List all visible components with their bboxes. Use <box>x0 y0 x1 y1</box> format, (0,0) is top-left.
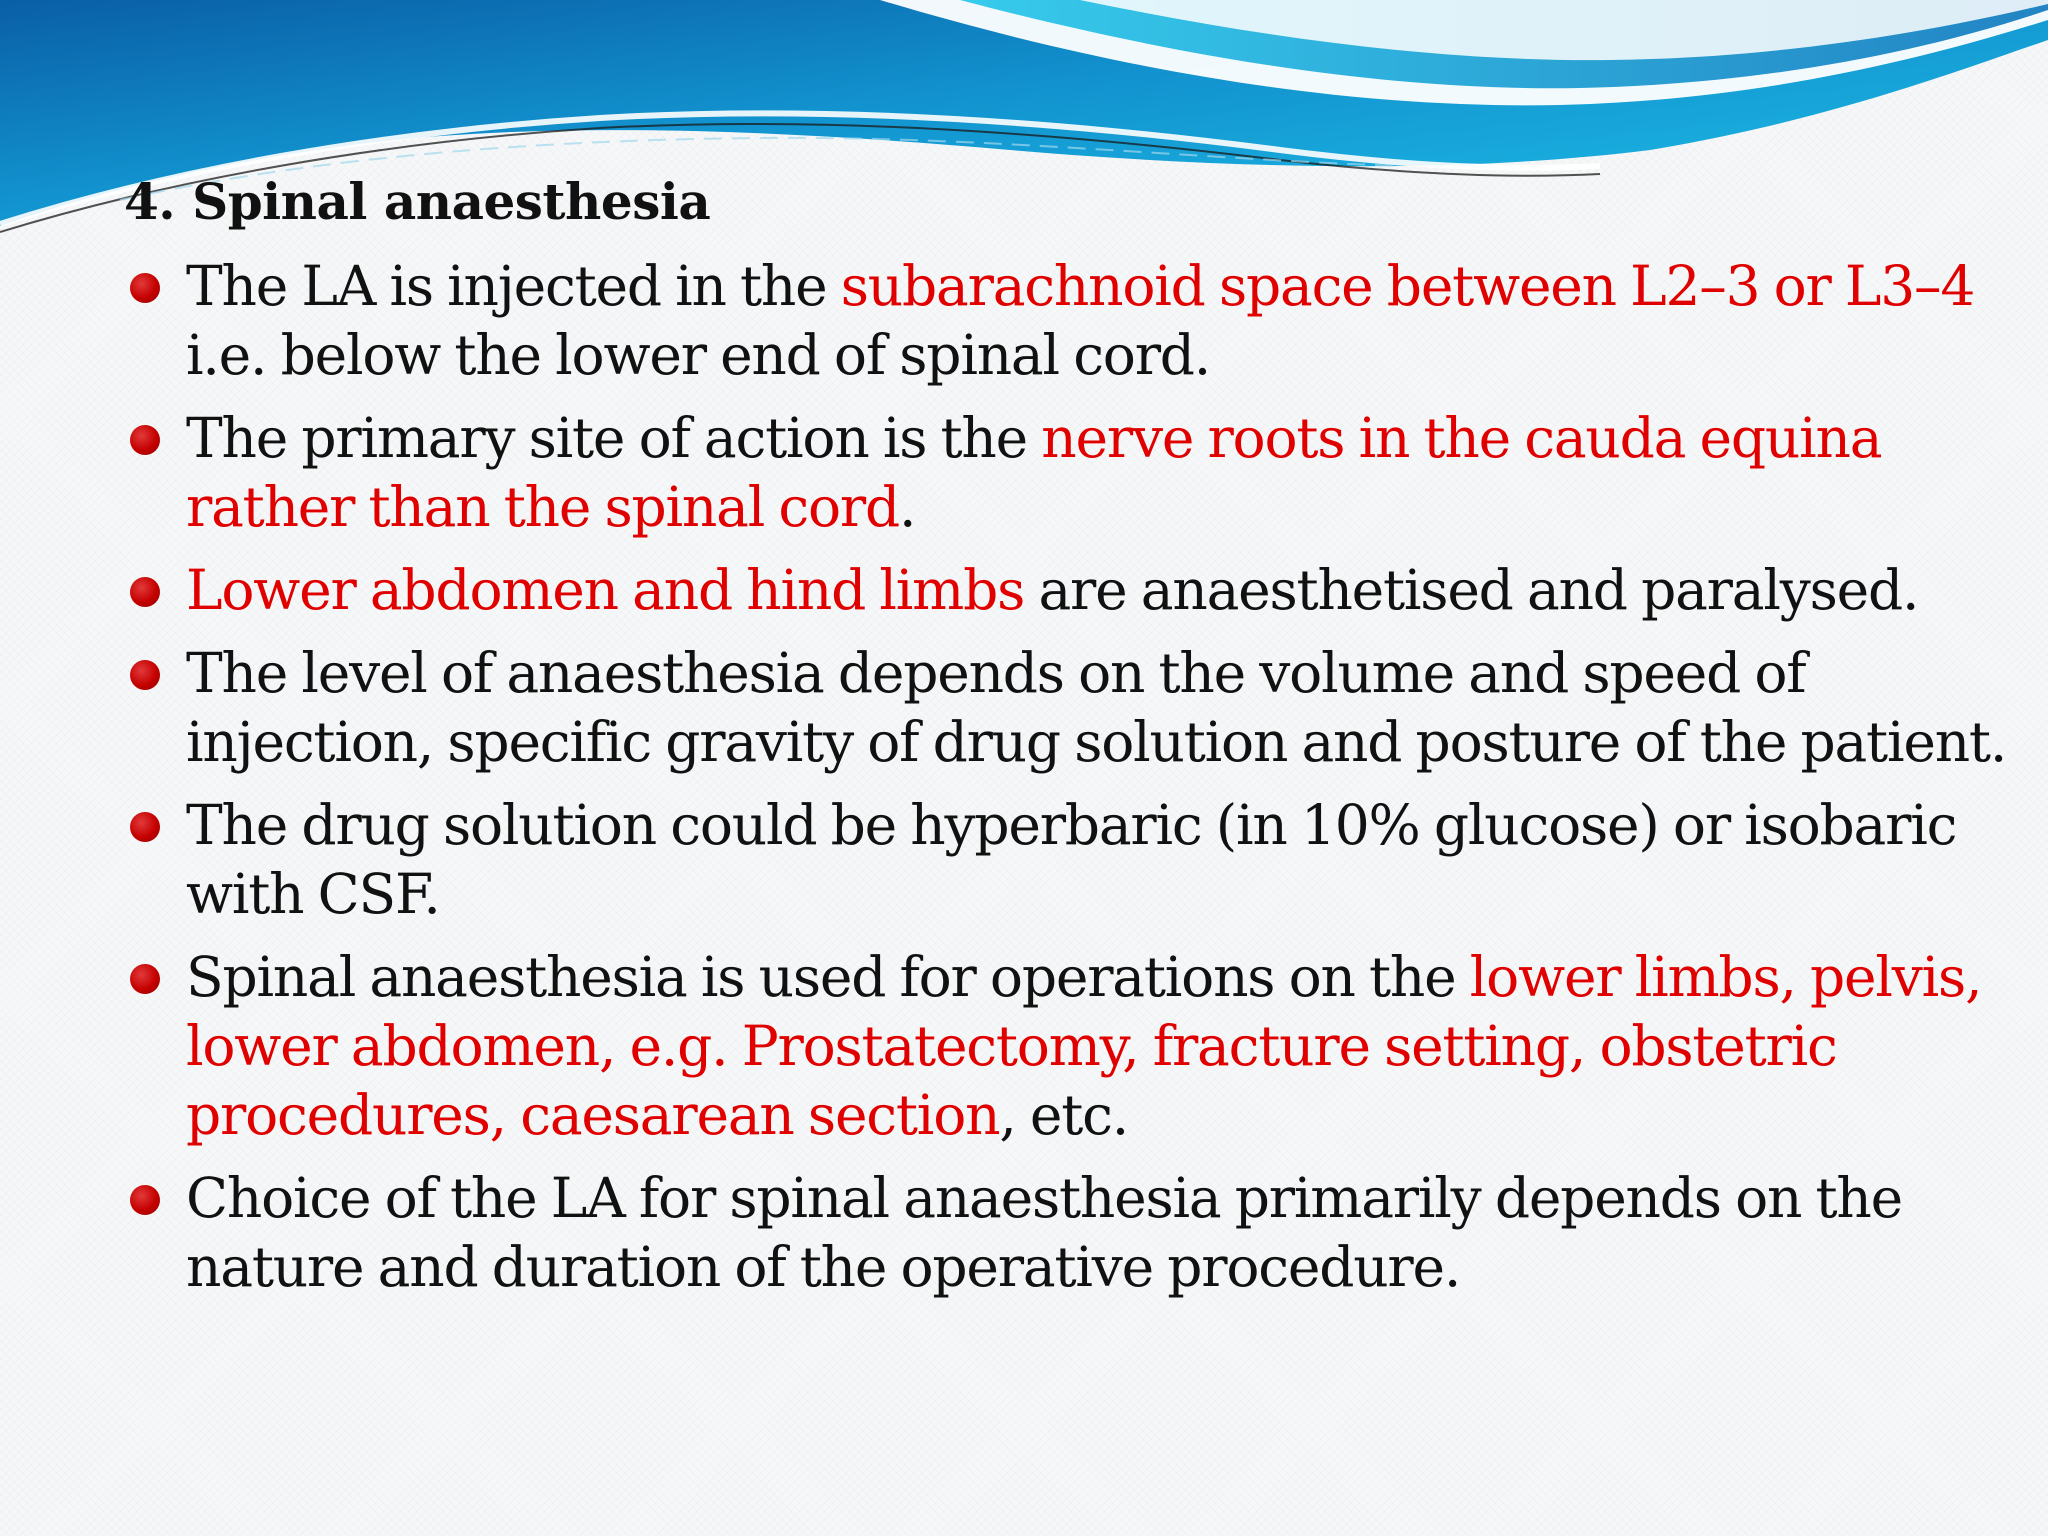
bullet-item <box>124 252 2024 390</box>
bullet-dot-icon <box>130 1185 160 1215</box>
bullet-dot-icon <box>130 660 160 690</box>
bullet-text: are anaesthetised and paralysed. <box>1024 558 1919 622</box>
bullet-text: Choice of the LA for spinal anaesthesia primarily depends on the nature and duration of the operative procedure. <box>186 1166 1902 1299</box>
bullet-item <box>124 1164 2024 1302</box>
highlighted-text: nerve roots in the cauda equina rather than the spinal cord <box>186 406 1882 539</box>
bullet-text: i.e. below the lower end of spinal cord. <box>186 323 1211 387</box>
bullet-item <box>124 943 2024 1150</box>
bullet-dot-icon <box>130 273 160 303</box>
bullet-text: . <box>899 475 916 539</box>
highlighted-text: lower limbs, pelvis, lower abdomen, e.g. Prostatectomy, fracture setting, obstetric procedures, caesarean section <box>186 945 1982 1147</box>
bullet-dot-icon <box>130 812 160 842</box>
bullet-item <box>124 639 2024 777</box>
bullet-item <box>124 404 2024 542</box>
bullet-text: The LA is injected in the <box>186 254 841 318</box>
bullet-dot-icon <box>130 577 160 607</box>
bullet-dot-icon <box>130 964 160 994</box>
highlighted-text: Lower abdomen and hind limbs <box>186 558 1025 622</box>
bullet-dot-icon <box>130 425 160 455</box>
bullet-text: The level of anaesthesia depends on the volume and speed of injection, specific gravity of drug solution and posture of the patient. <box>186 641 2007 774</box>
bullet-text: The primary site of action is the <box>186 406 1042 470</box>
highlighted-text: subarachnoid space between L2–3 or L3–4 <box>840 254 1975 318</box>
bullet-text: The drug solution could be hyperbaric (in 10% glucose) or isobaric with CSF. <box>186 793 1957 926</box>
bullet-text: Spinal anaesthesia is used for operations on the <box>186 945 1470 1009</box>
bullet-item <box>124 791 2024 929</box>
bullet-list <box>124 252 2024 1316</box>
slide-title: 4. Spinal anaesthesia <box>124 172 711 231</box>
bullet-item <box>124 556 2024 625</box>
bullet-text: , etc. <box>999 1083 1129 1147</box>
